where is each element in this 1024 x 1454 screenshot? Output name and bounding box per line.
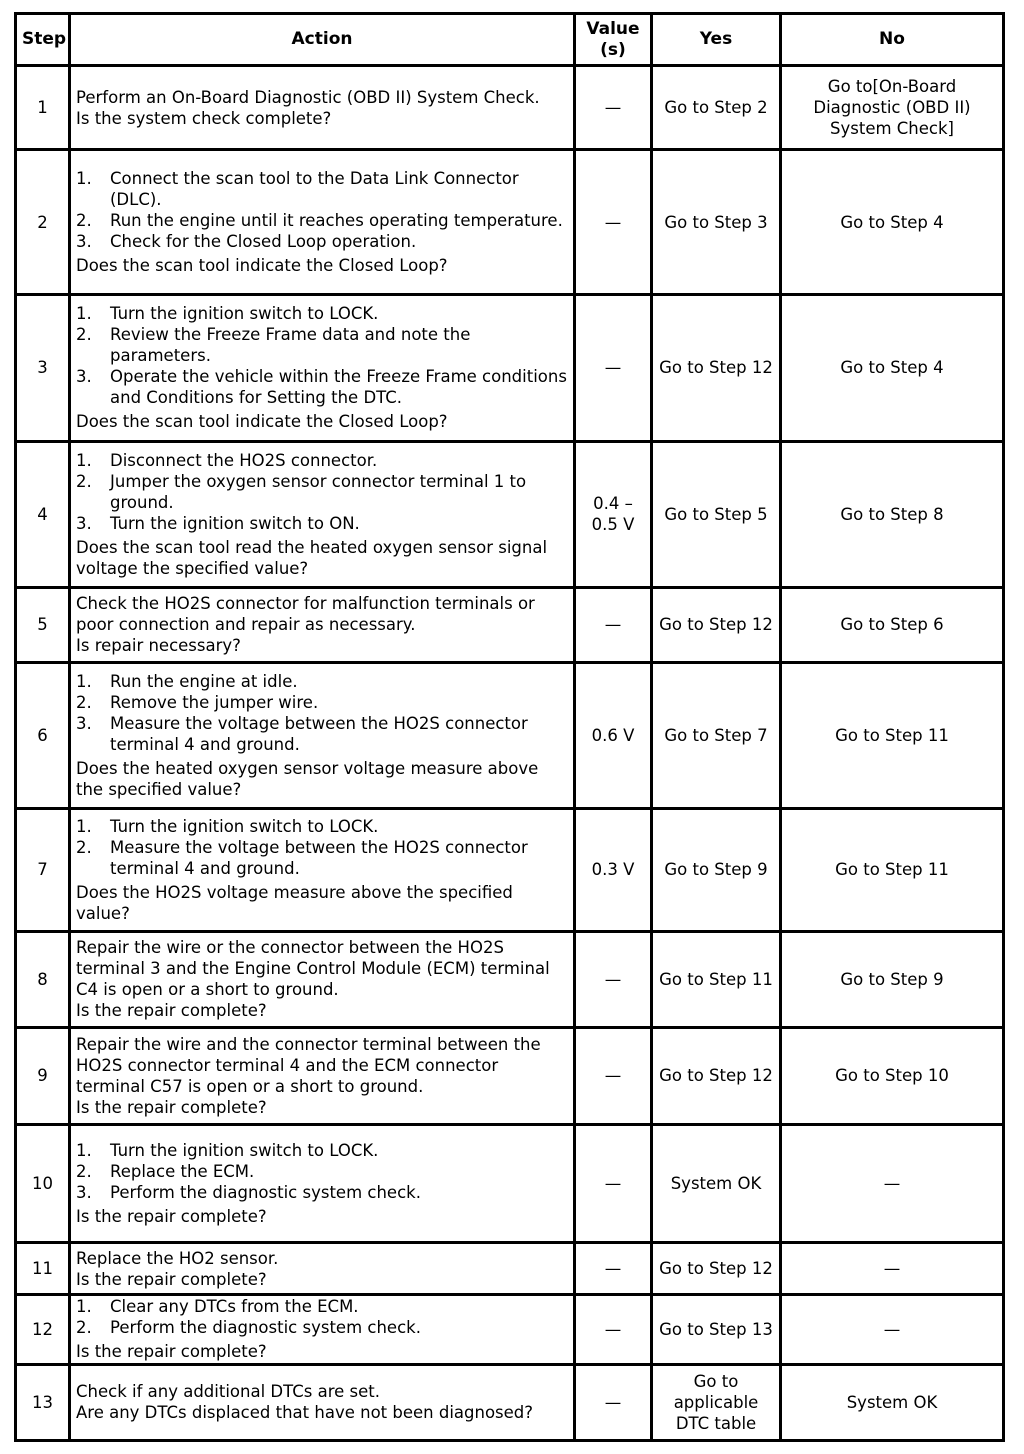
list-item-text: Clear any DTCs from the ECM. (110, 1297, 359, 1317)
list-item-number: 2. (76, 211, 92, 231)
list-item-number: 1. (76, 304, 92, 324)
list-item-text: Turn the ignition switch to LOCK. (110, 304, 379, 324)
value-cell: — (575, 931, 652, 1027)
header-action: Action (70, 14, 575, 66)
no-cell: Go to Step 10 (781, 1028, 1004, 1124)
action-text: Replace the HO2 sensor. (76, 1248, 279, 1268)
question-text: Is the repair complete? (76, 1001, 267, 1021)
value-cell: — (575, 1295, 652, 1364)
action-list-item (76, 1161, 568, 1182)
question-text: Is the repair complete? (76, 1342, 267, 1362)
table-row (16, 1243, 1004, 1295)
action-list-item (76, 450, 568, 471)
action-text: Repair the wire and the connector terminal between the HO2S connector terminal 4 and the ECM connector terminal C57 is open or a short to ground. (76, 1034, 541, 1096)
action-list-item (76, 713, 568, 755)
action-list (76, 671, 568, 755)
yes-cell: Go to Step 12 (652, 588, 781, 662)
value-cell: — (575, 1243, 652, 1295)
value-cell: — (575, 150, 652, 295)
action-text: Repair the wire or the connector between the HO2S terminal 3 and the Engine Control Module (ECM) terminal C4 is open or a short to ground. (76, 938, 550, 1000)
yes-cell: Go to Step 11 (652, 931, 781, 1027)
list-item-text: Review the Freeze Frame data and note the parameters. (110, 325, 471, 366)
step-number: 9 (16, 1028, 70, 1124)
list-item-text: Turn the ignition switch to LOCK. (110, 816, 379, 836)
action-list-item (76, 471, 568, 513)
step-number: 3 (16, 294, 70, 441)
no-cell: Go to Step 6 (781, 588, 1004, 662)
no-cell: — (781, 1243, 1004, 1295)
value-cell: — (575, 588, 652, 662)
action-list-item (76, 513, 568, 534)
action-list-item (76, 1317, 568, 1338)
action-cell (70, 1364, 575, 1440)
action-list-item (76, 671, 568, 692)
yes-cell: Go to applicable DTC table (652, 1364, 781, 1440)
question-text: Is the system check complete? (76, 108, 332, 128)
list-item-text: Measure the voltage between the HO2S connector terminal 4 and ground. (110, 713, 528, 754)
question-text: Is repair necessary? (76, 636, 241, 656)
list-item-text: Run the engine at idle. (110, 671, 298, 691)
header-value: Value (s) (575, 14, 652, 66)
action-cell (70, 1295, 575, 1364)
action-list-item (76, 210, 568, 231)
value-cell: 0.4 – 0.5 V (575, 441, 652, 588)
step-number: 7 (16, 809, 70, 932)
action-text: Perform an On-Board Diagnostic (OBD II) System Check. (76, 87, 540, 107)
list-item-number: 1. (76, 671, 92, 691)
header-yes: Yes (652, 14, 781, 66)
list-item-text: Measure the voltage between the HO2S connector terminal 4 and ground. (110, 837, 528, 878)
action-list-item (76, 1296, 568, 1317)
value-cell: — (575, 1028, 652, 1124)
question-text: Does the scan tool read the heated oxygen sensor signal voltage the specified value? (76, 537, 548, 578)
table-row (16, 809, 1004, 932)
list-item-text: Turn the ignition switch to ON. (110, 513, 360, 533)
action-cell (70, 588, 575, 662)
list-item-text: Remove the jumper wire. (110, 692, 319, 712)
value-cell: 0.6 V (575, 662, 652, 809)
value-cell: — (575, 66, 652, 150)
value-cell: — (575, 1364, 652, 1440)
step-number: 12 (16, 1295, 70, 1364)
no-cell: Go to[On-Board Diagnostic (OBD II) System Check] (781, 66, 1004, 150)
action-cell (70, 1243, 575, 1295)
question-text: Are any DTCs displaced that have not been diagnosed? (76, 1403, 534, 1423)
value-cell: — (575, 294, 652, 441)
table-row (16, 931, 1004, 1027)
action-list-item (76, 303, 568, 324)
step-number: 10 (16, 1124, 70, 1243)
table-row (16, 662, 1004, 809)
action-list (76, 450, 568, 534)
action-list (76, 168, 568, 252)
question-text: Does the scan tool indicate the Closed Loop? (76, 412, 448, 432)
yes-cell: System OK (652, 1124, 781, 1243)
question-text: Is the repair complete? (76, 1097, 267, 1117)
yes-cell: Go to Step 7 (652, 662, 781, 809)
action-cell (70, 66, 575, 150)
action-list (76, 816, 568, 879)
step-number: 8 (16, 931, 70, 1027)
action-cell (70, 441, 575, 588)
step-number: 1 (16, 66, 70, 150)
action-list (76, 1296, 568, 1338)
action-text: Check if any additional DTCs are set. (76, 1382, 380, 1402)
list-item-text: Check for the Closed Loop operation. (110, 232, 417, 252)
action-list-item (76, 366, 568, 408)
list-item-number: 3. (76, 367, 92, 387)
table-row (16, 294, 1004, 441)
list-item-text: Jumper the oxygen sensor connector terminal 1 to ground. (110, 471, 527, 512)
table-row (16, 1364, 1004, 1440)
step-number: 6 (16, 662, 70, 809)
step-number: 11 (16, 1243, 70, 1295)
step-number: 2 (16, 150, 70, 295)
table-row (16, 66, 1004, 150)
list-item-number: 3. (76, 713, 92, 733)
list-item-text: Perform the diagnostic system check. (110, 1182, 421, 1202)
step-number: 5 (16, 588, 70, 662)
yes-cell: Go to Step 12 (652, 1028, 781, 1124)
list-item-number: 1. (76, 1140, 92, 1160)
value-cell: 0.3 V (575, 809, 652, 932)
list-item-text: Turn the ignition switch to LOCK. (110, 1140, 379, 1160)
action-cell (70, 150, 575, 295)
action-list-item (76, 324, 568, 366)
question-text: Does the scan tool indicate the Closed Loop? (76, 256, 448, 276)
question-text: Does the HO2S voltage measure above the specified value? (76, 882, 513, 923)
question-text: Is the repair complete? (76, 1269, 267, 1289)
list-item-number: 3. (76, 513, 92, 533)
action-cell (70, 294, 575, 441)
yes-cell: Go to Step 9 (652, 809, 781, 932)
table-row (16, 441, 1004, 588)
action-list-item (76, 1140, 568, 1161)
list-item-text: Replace the ECM. (110, 1161, 255, 1181)
list-item-number: 2. (76, 692, 92, 712)
yes-cell: Go to Step 5 (652, 441, 781, 588)
no-cell: — (781, 1295, 1004, 1364)
list-item-number: 3. (76, 232, 92, 252)
question-text: Does the heated oxygen sensor voltage measure above the specified value? (76, 758, 539, 799)
question-text: Is the repair complete? (76, 1206, 267, 1226)
header-row (16, 14, 1004, 66)
list-item-number: 1. (76, 450, 92, 470)
value-cell: — (575, 1124, 652, 1243)
no-cell: Go to Step 11 (781, 809, 1004, 932)
list-item-number: 2. (76, 325, 92, 345)
list-item-text: Disconnect the HO2S connector. (110, 450, 378, 470)
list-item-text: Run the engine until it reaches operating temperature. (110, 211, 563, 231)
action-list-item (76, 1182, 568, 1203)
yes-cell: Go to Step 2 (652, 66, 781, 150)
list-item-number: 2. (76, 837, 92, 857)
action-list-item (76, 837, 568, 879)
list-item-number: 1. (76, 169, 92, 189)
action-cell (70, 931, 575, 1027)
no-cell: Go to Step 4 (781, 294, 1004, 441)
list-item-number: 3. (76, 1182, 92, 1202)
action-list (76, 303, 568, 408)
yes-cell: Go to Step 12 (652, 1243, 781, 1295)
yes-cell: Go to Step 12 (652, 294, 781, 441)
table-row (16, 1028, 1004, 1124)
no-cell: Go to Step 11 (781, 662, 1004, 809)
list-item-number: 1. (76, 816, 92, 836)
action-cell (70, 1028, 575, 1124)
action-list-item (76, 168, 568, 210)
action-list-item (76, 231, 568, 252)
action-cell (70, 809, 575, 932)
action-list (76, 1140, 568, 1203)
list-item-text: Connect the scan tool to the Data Link Connector (DLC). (110, 169, 519, 210)
list-item-text: Perform the diagnostic system check. (110, 1318, 421, 1338)
action-text: Check the HO2S connector for malfunction terminals or poor connection and repair as necessary. (76, 594, 535, 635)
header-no: No (781, 14, 1004, 66)
yes-cell: Go to Step 3 (652, 150, 781, 295)
table-row (16, 588, 1004, 662)
table-row (16, 1295, 1004, 1364)
yes-cell: Go to Step 13 (652, 1295, 781, 1364)
list-item-number: 1. (76, 1297, 92, 1317)
step-number: 4 (16, 441, 70, 588)
list-item-number: 2. (76, 471, 92, 491)
step-number: 13 (16, 1364, 70, 1440)
action-list-item (76, 692, 568, 713)
no-cell: Go to Step 4 (781, 150, 1004, 295)
diagnostic-table (14, 12, 1005, 1442)
action-cell (70, 662, 575, 809)
no-cell: Go to Step 9 (781, 931, 1004, 1027)
action-cell (70, 1124, 575, 1243)
list-item-text: Operate the vehicle within the Freeze Frame conditions and Conditions for Setting the DTC. (110, 367, 567, 408)
no-cell: System OK (781, 1364, 1004, 1440)
no-cell: Go to Step 8 (781, 441, 1004, 588)
list-item-number: 2. (76, 1161, 92, 1181)
header-step: Step (16, 14, 70, 66)
action-list-item (76, 816, 568, 837)
table-row (16, 1124, 1004, 1243)
list-item-number: 2. (76, 1318, 92, 1338)
no-cell: — (781, 1124, 1004, 1243)
table-row (16, 150, 1004, 295)
